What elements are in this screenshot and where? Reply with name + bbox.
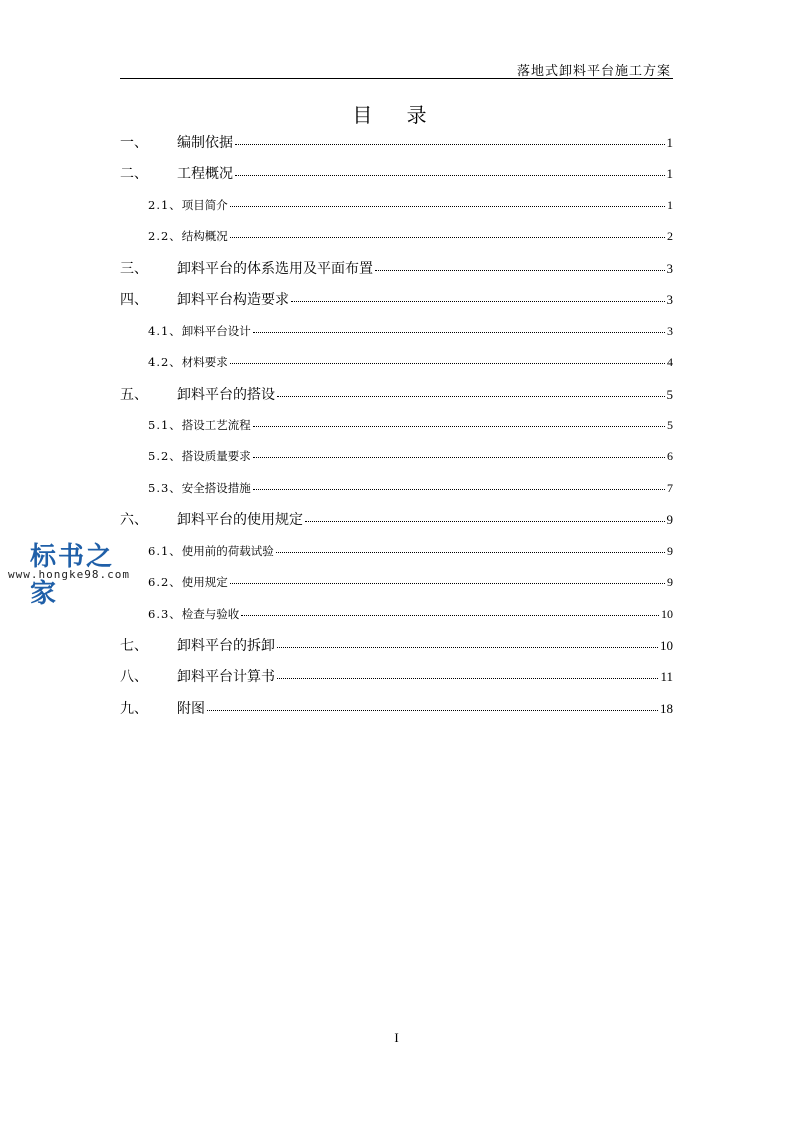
toc-entry-page: 7: [667, 480, 673, 495]
toc-entry-title: 项目简介: [181, 197, 228, 212]
toc-entry[interactable]: [120, 381, 673, 412]
toc-entry-title: 卸料平台的搭设: [177, 386, 275, 403]
toc-entry-title: 使用规定: [181, 575, 228, 590]
toc-leader-dots: [277, 395, 665, 397]
toc-entry[interactable]: [120, 318, 673, 349]
toc-heading: 目 录: [352, 103, 441, 127]
toc-entry-page: 1: [666, 166, 673, 182]
toc-entry-page: 3: [666, 292, 673, 308]
toc-entry-number: 6.2、: [148, 575, 182, 590]
toc-entry-title: 搭设工艺流程: [181, 417, 251, 432]
toc-entry-page: 9: [667, 543, 673, 558]
toc-entry-number: 六、: [120, 512, 148, 529]
toc-entry[interactable]: [120, 663, 673, 694]
toc-leader-dots: [277, 646, 658, 648]
toc-leader-dots: [230, 582, 665, 584]
toc-entry-number: 二、: [120, 166, 148, 183]
toc-entry-number: 2.1、: [148, 197, 182, 212]
toc-leader-dots: [230, 205, 665, 207]
toc-entry-number: 6.1、: [148, 543, 182, 558]
table-of-contents: [120, 129, 673, 726]
toc-entry-page: 9: [667, 575, 673, 590]
toc-entry[interactable]: [120, 412, 673, 443]
toc-entry-number: 2.2、: [148, 229, 182, 244]
toc-entry-number: 6.3、: [148, 606, 182, 621]
toc-entry[interactable]: [120, 223, 673, 254]
toc-entry[interactable]: [120, 286, 673, 317]
toc-entry-page: 3: [667, 323, 673, 338]
toc-entry-page: 18: [660, 700, 673, 716]
page-header: [120, 56, 673, 79]
toc-entry-title: 卸料平台的拆卸: [177, 638, 275, 654]
toc-entry-title: 材料要求: [181, 355, 228, 370]
toc-entry-page: 10: [660, 638, 673, 653]
toc-leader-dots: [235, 174, 665, 176]
toc-leader-dots: [230, 362, 665, 364]
toc-leader-dots: [207, 709, 658, 711]
toc-leader-dots: [276, 551, 665, 553]
toc-entry-title: 安全搭设措施: [181, 480, 251, 495]
toc-entry[interactable]: [120, 506, 673, 537]
toc-entry[interactable]: [120, 349, 673, 380]
toc-entry-title: 卸料平台构造要求: [177, 292, 289, 309]
toc-entry-page: 10: [661, 606, 673, 621]
toc-entry-title: 附图: [177, 700, 205, 717]
toc-leader-dots: [253, 456, 665, 458]
toc-entry-number: 八、: [120, 669, 148, 686]
toc-entry-title: 结构概况: [181, 229, 228, 244]
toc-entry-title: 卸料平台设计: [181, 323, 251, 338]
toc-entry-number: 三、: [120, 260, 148, 277]
toc-entry-number: 4.2、: [148, 355, 182, 370]
toc-entry-title: 搭设质量要求: [181, 449, 251, 464]
watermark-logo: 标书之家: [30, 542, 115, 609]
toc-entry-page: 9: [666, 512, 673, 528]
watermark-url: www.hongke98.com: [8, 568, 130, 581]
toc-entry[interactable]: [120, 192, 673, 223]
toc-leader-dots: [375, 269, 665, 271]
toc-leader-dots: [291, 300, 665, 302]
toc-entry[interactable]: [120, 255, 673, 286]
toc-entry[interactable]: [120, 538, 673, 569]
toc-leader-dots: [305, 520, 665, 522]
toc-entry-number: 5.3、: [148, 480, 182, 495]
toc-entry-number: 一、: [120, 135, 148, 151]
toc-entry[interactable]: [120, 160, 673, 191]
page-number: I: [394, 1030, 399, 1045]
toc-entry[interactable]: [120, 475, 673, 506]
toc-entry-page: 5: [667, 417, 673, 432]
toc-leader-dots: [235, 143, 665, 145]
toc-entry[interactable]: [120, 129, 673, 160]
toc-entry-number: 五、: [120, 386, 148, 403]
toc-entry-page: 11: [660, 669, 673, 685]
toc-entry-title: 编制依据: [177, 135, 233, 151]
toc-leader-dots: [277, 677, 658, 679]
toc-entry-title: 工程概况: [177, 166, 233, 183]
toc-entry-title: 卸料平台计算书: [177, 669, 275, 686]
toc-entry-number: 七、: [120, 638, 148, 654]
toc-entry-number: 4.1、: [148, 323, 182, 338]
toc-entry-page: 4: [667, 355, 673, 370]
toc-entry-number: 九、: [120, 700, 148, 717]
toc-entry[interactable]: [120, 601, 673, 632]
toc-entry[interactable]: [120, 443, 673, 474]
toc-entry-title: 检查与验收: [181, 606, 240, 621]
toc-entry-title: 卸料平台的使用规定: [177, 512, 303, 529]
toc-leader-dots: [230, 236, 665, 238]
toc-leader-dots: [241, 614, 659, 616]
toc-leader-dots: [253, 425, 665, 427]
toc-entry[interactable]: [120, 695, 673, 726]
toc-entry-title: 卸料平台的体系选用及平面布置: [177, 260, 373, 277]
toc-entry-number: 5.2、: [148, 449, 182, 464]
toc-entry-page: 1: [666, 135, 673, 150]
document-title: 落地式卸料平台施工方案: [516, 64, 671, 79]
watermark: [8, 536, 138, 609]
toc-entry-title: 使用前的荷载试验: [181, 543, 274, 558]
toc-entry-page: 1: [667, 197, 673, 212]
toc-entry[interactable]: [120, 632, 673, 663]
toc-entry-number: 四、: [120, 292, 148, 309]
toc-leader-dots: [253, 488, 665, 490]
toc-entry-page: 3: [666, 260, 673, 276]
toc-entry-page: 2: [667, 229, 673, 244]
toc-entry[interactable]: [120, 569, 673, 600]
toc-leader-dots: [253, 331, 665, 333]
toc-entry-page: 6: [667, 449, 673, 464]
toc-entry-number: 5.1、: [148, 417, 182, 432]
toc-entry-page: 5: [666, 386, 673, 402]
